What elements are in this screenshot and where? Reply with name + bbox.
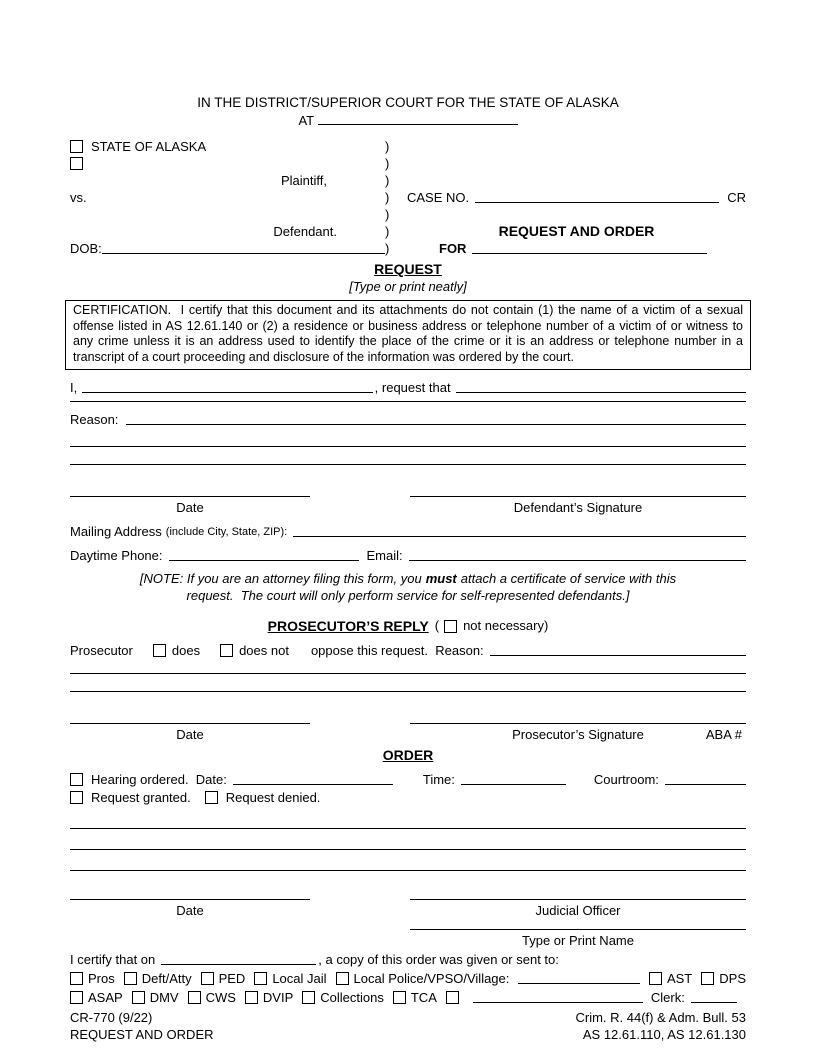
clerk-label: Clerk:	[650, 990, 685, 1005]
at-label: AT	[298, 113, 314, 128]
phone-email-row	[70, 546, 746, 564]
request-text-line-2[interactable]	[70, 401, 746, 402]
does-not-label: does not	[239, 643, 289, 658]
prosecutor-reply-heading-row	[70, 615, 746, 634]
prosecutor-reason-line-3[interactable]	[70, 691, 746, 692]
tca-label: TCA	[410, 990, 437, 1005]
reason-label: Reason:	[70, 412, 119, 427]
local-police-label: Local Police/VPSO/Village:	[353, 971, 510, 986]
defendant-signature-label: Defendant’s Signature	[513, 500, 643, 515]
tca-checkbox[interactable]	[393, 991, 406, 1004]
requester-name-field[interactable]	[82, 392, 372, 393]
caption-paren: )	[385, 207, 390, 222]
certify-sent-label: , a copy of this order was given or sent to:	[318, 952, 559, 967]
order-text-line-3[interactable]	[70, 870, 746, 871]
caption-row-dob	[70, 240, 746, 257]
does-oppose-checkbox[interactable]	[153, 644, 166, 657]
footer-form-name: REQUEST AND ORDER	[70, 1026, 214, 1042]
certify-on-label: I certify that on	[70, 952, 156, 967]
reason-row	[70, 411, 746, 428]
pros-checkbox[interactable]	[70, 972, 83, 985]
form-title: REQUEST AND ORDER	[498, 223, 655, 239]
request-denied-checkbox[interactable]	[205, 791, 218, 804]
hearing-ordered-row	[70, 770, 746, 788]
certification-box: CERTIFICATION. I certify that this document and its attachments do not contain (1) the name of a victim of a sexual offense listed in AS 12.61.140 or (2) a residence or business address or telephone number of a victim of or witness to any crime unless it is an address used to identify the place of the crime or it is an address or telephone number in a transcript of a court proceeding and disclosure of the information was ordered by the court.	[65, 300, 751, 370]
court-location-field[interactable]	[318, 112, 518, 125]
judicial-officer-block	[70, 899, 746, 917]
collections-checkbox[interactable]	[302, 991, 315, 1004]
reason-line-2[interactable]	[70, 446, 746, 447]
request-granted-checkbox[interactable]	[70, 791, 83, 804]
courtroom-field[interactable]	[665, 784, 746, 785]
pros-label: Pros	[88, 971, 115, 986]
note-line1-pre: [NOTE: If you are an attorney filing this form, you	[139, 571, 422, 586]
case-no-label: CASE NO.	[407, 190, 470, 205]
ast-label: AST	[666, 971, 693, 986]
oppose-request-label: oppose this request. Reason:	[310, 643, 484, 658]
order-section-heading: ORDER	[382, 747, 434, 763]
recipients-row-2	[70, 988, 746, 1006]
caption-paren: )	[385, 241, 390, 256]
state-of-alaska-checkbox[interactable]	[70, 140, 83, 153]
mailing-address-label: Mailing Address	[70, 524, 162, 539]
certify-date-field[interactable]	[161, 964, 316, 965]
dps-checkbox[interactable]	[701, 972, 714, 985]
caption-row-state	[70, 138, 746, 155]
judicial-officer-label: Judicial Officer	[535, 903, 621, 918]
other-recipient-checkbox[interactable]	[446, 991, 459, 1004]
local-jail-label: Local Jail	[272, 971, 327, 986]
cr-suffix: CR	[727, 190, 746, 205]
not-necessary-label: not necessary)	[463, 618, 549, 633]
vs-label: vs.	[70, 190, 87, 205]
cws-checkbox[interactable]	[188, 991, 201, 1004]
note-must: must	[425, 571, 457, 586]
plaintiff-label: Plaintiff,	[280, 173, 327, 188]
court-location-row	[70, 112, 746, 129]
request-date-label: Date	[176, 500, 204, 515]
hearing-ordered-label: Hearing ordered. Date:	[91, 772, 227, 787]
request-denied-label: Request denied.	[225, 790, 321, 805]
requester-row	[70, 379, 746, 396]
dob-label: DOB:	[70, 241, 102, 256]
hearing-time-field[interactable]	[461, 784, 566, 785]
attorney-note	[70, 570, 746, 604]
other-recipient-field[interactable]	[473, 1002, 643, 1003]
ped-label: PED	[218, 971, 246, 986]
granted-denied-row	[70, 788, 746, 806]
dvip-checkbox[interactable]	[245, 991, 258, 1004]
dvip-label: DVIP	[262, 990, 294, 1005]
recipients-row-1	[70, 969, 746, 987]
caption-row-vs	[70, 189, 746, 206]
state-of-alaska-label: STATE OF ALASKA	[91, 139, 207, 154]
local-police-checkbox[interactable]	[336, 972, 349, 985]
case-no-field[interactable]	[475, 202, 719, 203]
order-date-label: Date	[176, 903, 204, 918]
asap-label: ASAP	[88, 990, 123, 1005]
does-label: does	[171, 643, 201, 658]
type-or-print-hint: [Type or print neatly]	[349, 279, 467, 294]
request-section-heading: REQUEST	[374, 261, 442, 277]
caption-paren: )	[385, 224, 390, 239]
form-footer	[70, 1010, 746, 1043]
dps-label: DPS	[719, 971, 746, 986]
defendant-signature-block	[70, 496, 746, 514]
hearing-date-field[interactable]	[233, 784, 393, 785]
deft-atty-label: Deft/Atty	[141, 971, 192, 986]
court-title: IN THE DISTRICT/SUPERIOR COURT FOR THE STATE OF ALASKA	[197, 95, 619, 110]
ped-checkbox[interactable]	[201, 972, 214, 985]
deft-atty-checkbox[interactable]	[124, 972, 137, 985]
caption-paren: )	[385, 173, 390, 188]
request-text-field[interactable]	[456, 392, 746, 393]
clerk-field[interactable]	[691, 1002, 737, 1003]
reason-field[interactable]	[126, 424, 746, 425]
distribution-certify-row	[70, 951, 746, 968]
other-plaintiff-checkbox[interactable]	[70, 157, 83, 170]
prosecutor-opposition-row	[70, 641, 746, 659]
reply-date-label: Date	[176, 727, 204, 742]
caption-row-defendant	[70, 223, 746, 240]
defendant-label: Defendant.	[273, 224, 337, 239]
for-label: FOR	[439, 241, 467, 256]
request-that-label: , request that	[374, 380, 451, 395]
i-label: I,	[70, 380, 78, 395]
email-field[interactable]	[409, 560, 746, 561]
caption-paren: )	[385, 139, 390, 154]
ast-checkbox[interactable]	[649, 972, 662, 985]
case-caption	[70, 138, 746, 257]
dmv-checkbox[interactable]	[132, 991, 145, 1004]
mailing-address-row	[70, 522, 746, 540]
daytime-phone-field[interactable]	[169, 560, 359, 561]
does-not-oppose-checkbox[interactable]	[220, 644, 233, 657]
prosecutor-label: Prosecutor	[70, 643, 133, 658]
rule-reference: Crim. R. 44(f) & Adm. Bull. 53	[575, 1010, 746, 1025]
note-line2: request. The court will only perform service for self-represented defendants.]	[186, 588, 630, 603]
request-subject-field[interactable]	[472, 253, 707, 254]
cws-label: CWS	[205, 990, 236, 1005]
time-label: Time:	[422, 772, 455, 787]
caption-row-plaintiff	[70, 172, 746, 189]
order-text-line-2[interactable]	[70, 849, 746, 850]
caption-paren: )	[385, 190, 390, 205]
mailing-address-field[interactable]	[293, 536, 746, 537]
hearing-ordered-checkbox[interactable]	[70, 773, 83, 786]
not-necessary-open-paren: (	[434, 618, 440, 633]
prosecutor-reply-heading: PROSECUTOR’S REPLY	[267, 618, 429, 634]
caption-paren: )	[385, 156, 390, 171]
prosecutor-reason-line-2[interactable]	[70, 673, 746, 674]
order-text-line-1[interactable]	[70, 828, 746, 829]
form-number: CR-770 (9/22)	[70, 1010, 153, 1025]
local-police-village-field[interactable]	[518, 983, 640, 984]
dob-field[interactable]	[102, 253, 385, 254]
caption-row-other-plaintiff	[70, 155, 746, 172]
reason-line-3[interactable]	[70, 464, 746, 465]
asap-checkbox[interactable]	[70, 991, 83, 1004]
type-or-print-name-label: Type or Print Name	[522, 933, 634, 948]
courtroom-label: Courtroom:	[593, 772, 659, 787]
dmv-label: DMV	[149, 990, 179, 1005]
local-jail-checkbox[interactable]	[254, 972, 267, 985]
email-label: Email:	[366, 548, 403, 563]
mailing-address-hint: (include City, State, ZIP):	[165, 526, 288, 538]
aba-number-label: ABA #	[705, 727, 742, 742]
statute-reference: AS 12.61.110, AS 12.61.130	[582, 1026, 746, 1042]
daytime-phone-label: Daytime Phone:	[70, 548, 163, 563]
reply-not-necessary-checkbox[interactable]	[444, 620, 457, 633]
prosecutor-signature-label: Prosecutor’s Signature	[512, 727, 644, 742]
prosecutor-signature-block	[70, 723, 746, 741]
type-or-print-block	[70, 929, 746, 947]
collections-label: Collections	[320, 990, 384, 1005]
prosecutor-reason-field[interactable]	[490, 655, 746, 656]
caption-row-blank	[70, 206, 746, 223]
note-line1-post: attach a certificate of service with this	[460, 571, 677, 586]
request-granted-label: Request granted.	[91, 790, 191, 805]
